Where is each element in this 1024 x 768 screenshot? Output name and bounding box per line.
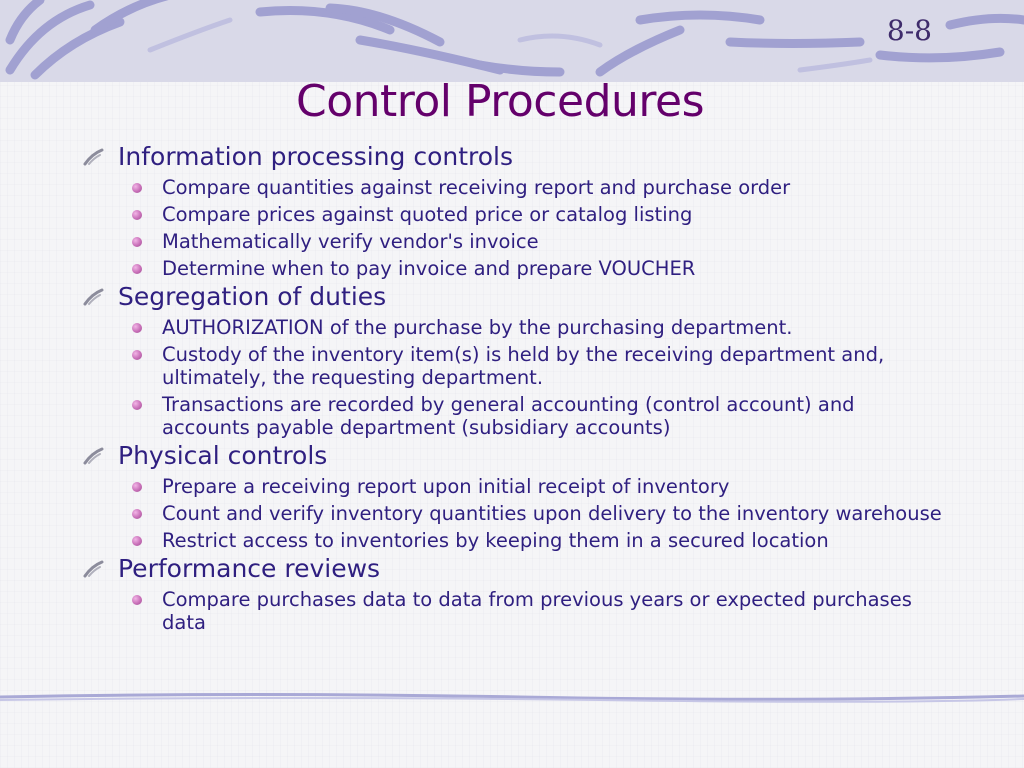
bullet-item <box>82 230 962 253</box>
bullet-item <box>82 343 962 389</box>
decorative-footer-rule <box>0 690 1024 704</box>
section-segregation-of-duties <box>82 282 962 439</box>
bullet-item <box>82 203 962 226</box>
bullet-text: Restrict access to inventories by keeping them in a secured location <box>162 529 829 552</box>
brush-stroke-bullet-icon <box>82 560 104 578</box>
slide-number: 8-8 <box>886 14 932 47</box>
decorative-header-banner <box>0 0 1024 82</box>
bullet-text: Compare quantities against receiving report and purchase order <box>162 176 791 199</box>
bullet-dot-icon <box>132 183 142 193</box>
section-heading-text: Segregation of duties <box>118 282 387 311</box>
bullet-dot-icon <box>132 482 142 492</box>
bullet-dot-icon <box>132 509 142 519</box>
section-performance-reviews <box>82 554 962 634</box>
section-information-processing <box>82 142 962 280</box>
bullet-text: Transactions are recorded by general accounting (control account) and accounts payable department (subsidiary accounts) <box>162 393 855 439</box>
bullet-text: Compare purchases data to data from previous years or expected purchases data <box>162 588 912 634</box>
bullet-dot-icon <box>132 536 142 546</box>
section-heading <box>82 554 962 584</box>
slide-title: Control Procedures <box>295 76 705 127</box>
bullet-text: Prepare a receiving report upon initial receipt of inventory <box>162 475 730 498</box>
bullet-item <box>82 176 962 199</box>
bullet-list <box>82 140 962 636</box>
bullet-item <box>82 502 962 525</box>
bullet-item <box>82 529 962 552</box>
bullet-item <box>82 316 962 339</box>
brush-stroke-bullet-icon <box>82 148 104 166</box>
bullet-item <box>82 588 962 634</box>
bullet-text: Compare prices against quoted price or catalog listing <box>162 203 693 226</box>
bullet-dot-icon <box>132 595 142 605</box>
bullet-item <box>82 257 962 280</box>
bullet-item <box>82 393 962 439</box>
bullet-text: AUTHORIZATION of the purchase by the purchasing department. <box>162 316 793 339</box>
section-heading <box>82 142 962 172</box>
bullet-text: Mathematically verify vendor's invoice <box>162 230 539 253</box>
section-heading-text: Physical controls <box>118 441 328 470</box>
bullet-dot-icon <box>132 400 142 410</box>
bullet-dot-icon <box>132 350 142 360</box>
bullet-text: Count and verify inventory quantities upon delivery to the inventory warehouse <box>162 502 942 525</box>
section-heading <box>82 441 962 471</box>
bullet-dot-icon <box>132 264 142 274</box>
bullet-item <box>82 475 962 498</box>
bullet-text: Determine when to pay invoice and prepare VOUCHER <box>162 257 696 280</box>
section-heading <box>82 282 962 312</box>
bullet-dot-icon <box>132 237 142 247</box>
bullet-text: Custody of the inventory item(s) is held by the receiving department and, ultimately, the requesting department. <box>162 343 885 389</box>
section-heading-text: Information processing controls <box>118 142 514 171</box>
section-heading-text: Performance reviews <box>118 554 381 583</box>
bullet-dot-icon <box>132 323 142 333</box>
brush-stroke-bullet-icon <box>82 288 104 306</box>
bullet-dot-icon <box>132 210 142 220</box>
brush-stroke-bullet-icon <box>82 447 104 465</box>
section-physical-controls <box>82 441 962 552</box>
